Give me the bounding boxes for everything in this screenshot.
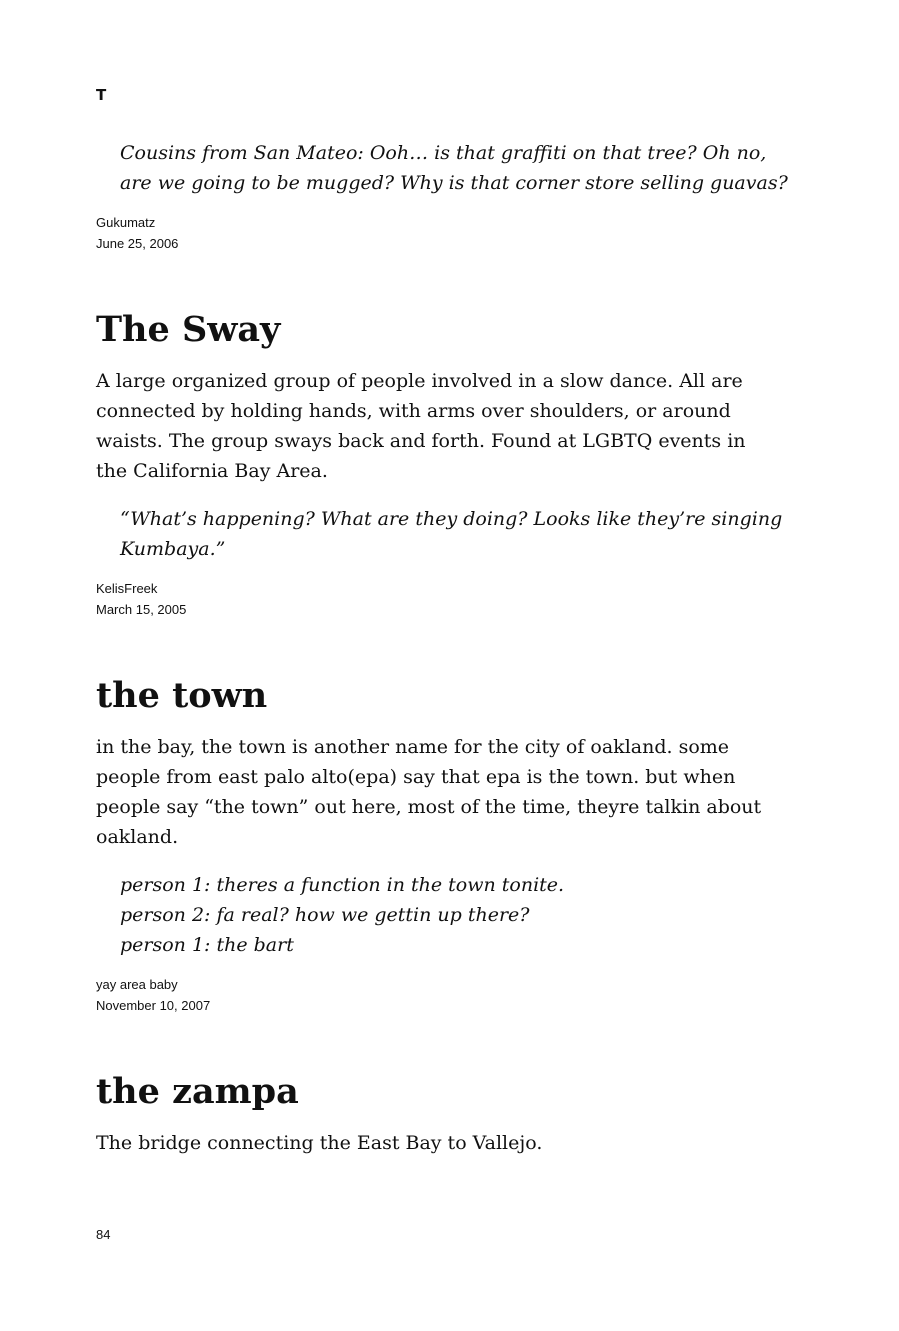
definition-line: connected by holding hands, with arms over shoulders, or around <box>96 400 731 422</box>
example-line: are we going to be mugged? Why is that corner store selling guavas? <box>120 172 788 194</box>
entry-term[interactable]: The Sway <box>96 309 281 350</box>
entry-author[interactable]: Gukumatz <box>96 215 156 230</box>
example-line: “What’s happening? What are they doing? Looks like they’re singing <box>120 508 783 530</box>
entry-date: November 10, 2007 <box>96 998 211 1013</box>
entry-example <box>96 504 796 564</box>
definition-line: waists. The group sways back and forth. Found at LGBTQ events in <box>96 430 746 452</box>
example-line: Cousins from San Mateo: Ooh… is that graffiti on that tree? Oh no, <box>120 142 767 164</box>
definition-line: in the bay, the town is another name for the city of oakland. some <box>96 736 730 758</box>
definition-line: oakland. <box>96 826 179 848</box>
example-line: person 2: fa real? how we gettin up there? <box>120 904 530 926</box>
definition-line: people from east palo alto(epa) say that epa is the town. but when <box>96 766 736 788</box>
example-line: person 1: theres a function in the town tonite. <box>120 874 565 896</box>
entry-definition <box>96 1128 796 1158</box>
entry-example <box>96 870 796 960</box>
entry-date: March 15, 2005 <box>96 602 187 617</box>
entry-author[interactable]: yay area baby <box>96 977 178 992</box>
section-letter: T <box>96 86 107 104</box>
entry-term[interactable]: the town <box>96 675 268 716</box>
entry-definition <box>96 366 796 486</box>
definition-line: the California Bay Area. <box>96 460 328 482</box>
definition-line: The bridge connecting the East Bay to Vallejo. <box>96 1132 543 1154</box>
entry-definition <box>96 732 796 852</box>
entry-continued <box>96 138 796 254</box>
entry-date: June 25, 2006 <box>96 236 179 251</box>
example-line: person 1: the bart <box>120 934 294 956</box>
entry-the-sway <box>96 308 796 620</box>
entry-term[interactable]: the zampa <box>96 1071 299 1112</box>
example-line: Kumbaya.” <box>120 538 226 560</box>
page-number: 84 <box>96 1227 111 1242</box>
definition-line: people say “the town” out here, most of the time, theyre talkin about <box>96 796 762 818</box>
entry-example <box>96 138 796 198</box>
definition-line: A large organized group of people involved in a slow dance. All are <box>96 370 743 392</box>
entry-author[interactable]: KelisFreek <box>96 581 158 596</box>
entry-the-town <box>96 674 796 1016</box>
entry-the-zampa <box>96 1070 796 1158</box>
